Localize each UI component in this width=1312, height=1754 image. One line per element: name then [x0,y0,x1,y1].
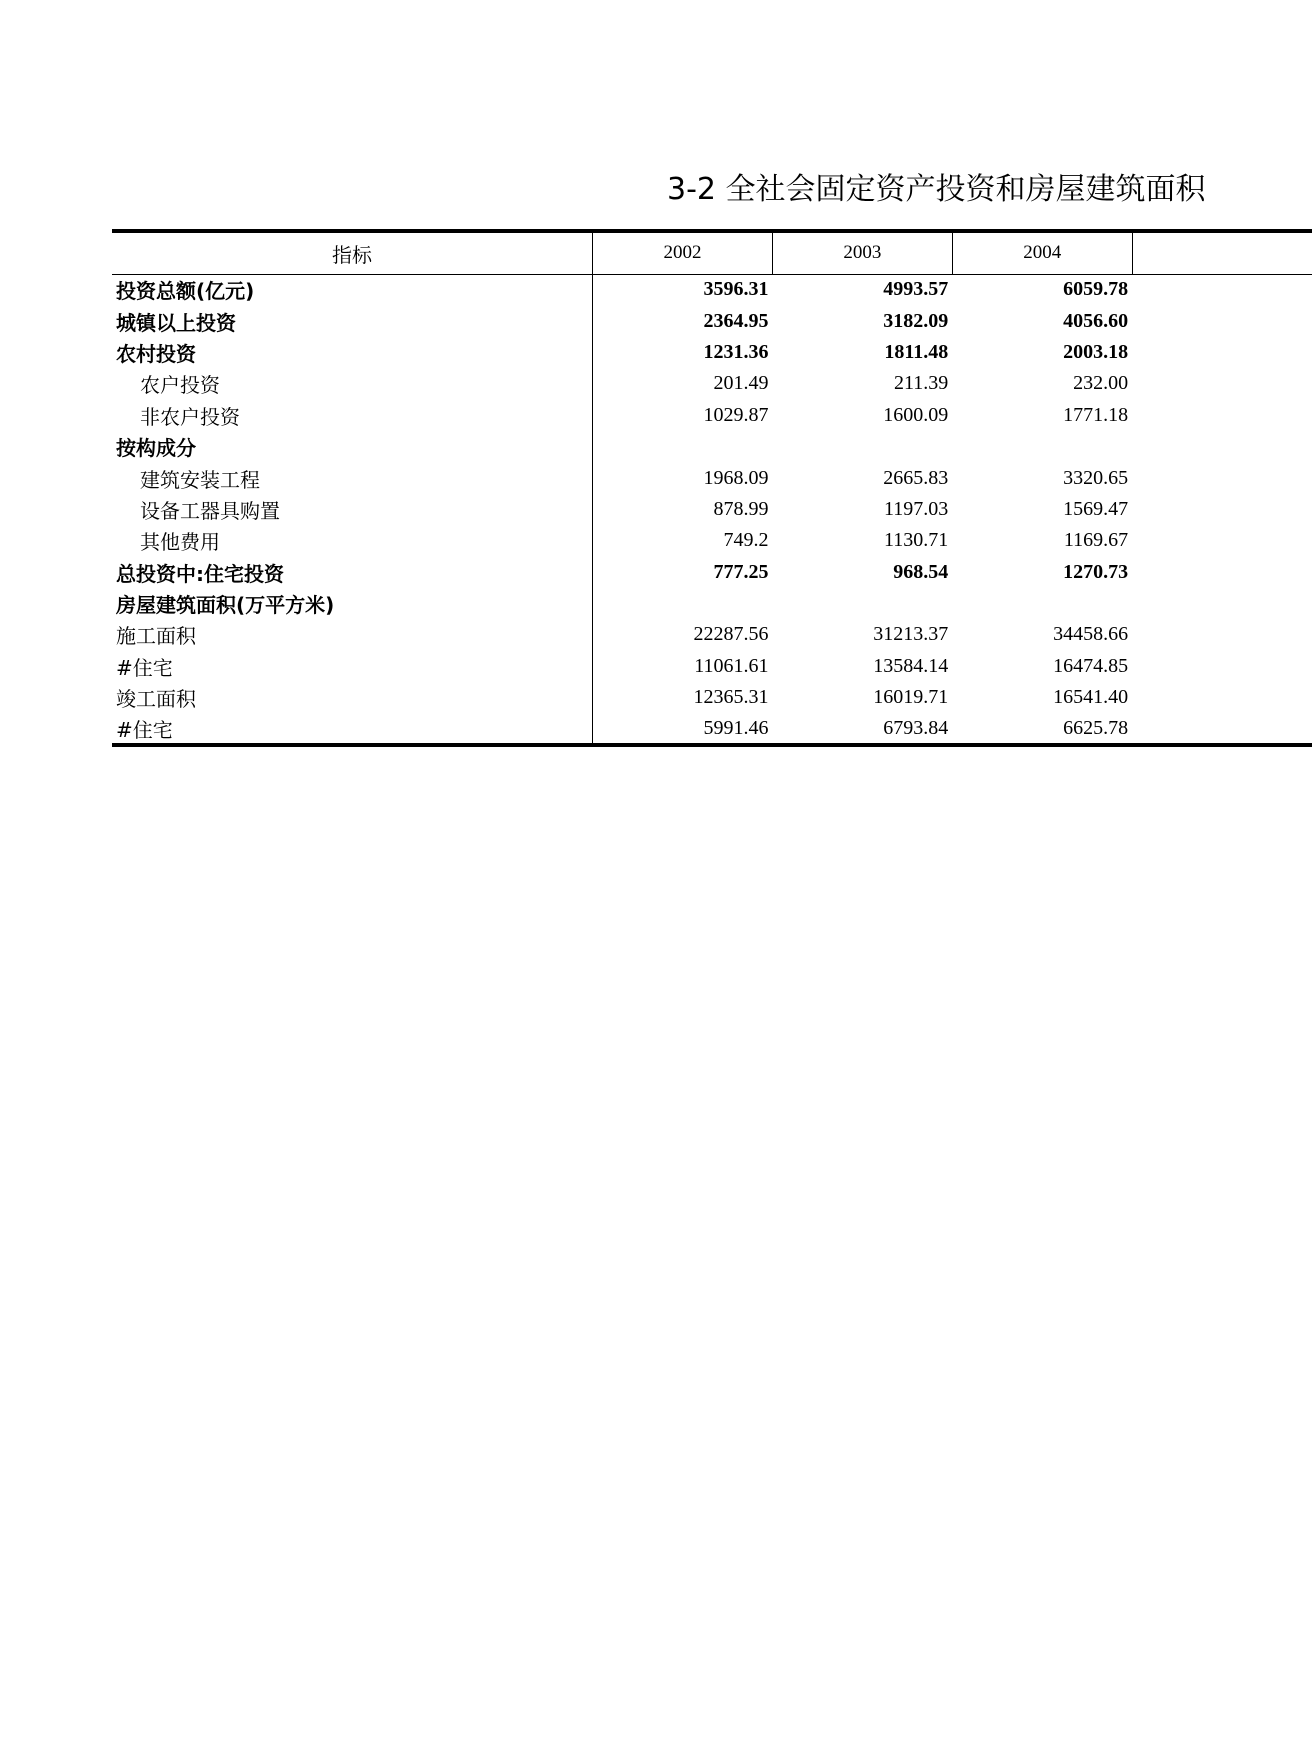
spacer-cell [1132,305,1312,336]
cell-value: 2364.95 [703,309,769,332]
spacer-cell [1132,557,1312,588]
table-container [112,229,1129,746]
cell-value [952,588,1132,619]
spacer-cell [1132,400,1312,431]
cell-value: 1029.87 [703,403,769,426]
row-label: 施工面积 [112,619,593,650]
row-label: 设备工器具购置 [112,494,593,525]
cell-value: 13584.14 [873,654,949,677]
header-year-2002: 2002 [593,231,773,274]
spacer-cell [1132,494,1312,525]
table-row [112,400,1312,431]
cell-value: 777.25 [713,560,769,583]
header-row [112,231,1312,274]
spacer-cell [1132,274,1312,305]
table-row [112,494,1312,525]
cell-value: 16474.85 [1053,654,1129,677]
cell-value: 6793.84 [772,713,952,744]
cell-value: 3182.09 [883,309,949,332]
header-indicator: 指标 [112,231,593,274]
spacer-cell [1132,651,1312,682]
cell-value [772,588,952,619]
row-label: 竣工面积 [112,682,593,713]
cell-value: 4056.60 [1063,309,1129,332]
cell-value: 4993.57 [883,278,949,301]
table-row [112,337,1312,368]
cell-value: 6625.78 [952,713,1132,744]
cell-value: 1569.47 [1063,497,1129,520]
header-year-2004: 2004 [952,231,1132,274]
cell-value [772,431,952,462]
cell-value: 749.2 [723,529,769,552]
spacer-cell [1132,337,1312,368]
row-label: 按构成分 [112,431,593,462]
cell-value: 2665.83 [883,466,949,489]
cell-value: 1771.18 [1063,403,1129,426]
row-label: 投资总额(亿元) [112,274,593,305]
cell-value: 1270.73 [1063,560,1129,583]
cell-value: 3320.65 [1063,466,1129,489]
cell-value: 201.49 [713,372,769,395]
cell-value: 16019.71 [873,686,949,709]
row-label: 非农户投资 [112,400,593,431]
cell-value: 1811.48 [884,340,949,363]
cell-value: 211.39 [894,372,949,395]
spacer-cell [1132,525,1312,556]
cell-value: 1130.71 [884,529,949,552]
cell-value: 1197.03 [884,497,949,520]
cell-value: 1968.09 [703,466,769,489]
row-label: 总投资中:住宅投资 [112,557,593,588]
table-row [112,588,1312,619]
cell-value: 968.54 [893,560,949,583]
row-label: 城镇以上投资 [112,305,593,336]
cell-value [593,431,773,462]
cell-value: 12365.31 [693,686,769,709]
table-row [112,713,1312,744]
cell-value: 878.99 [713,497,769,520]
spacer-cell [1132,682,1312,713]
cell-value: 31213.37 [873,623,949,646]
cell-value: 1231.36 [703,340,769,363]
cell-value: 22287.56 [693,623,769,646]
spacer-cell [1132,462,1312,493]
row-label: 其他费用 [112,525,593,556]
header-year-2003: 2003 [772,231,952,274]
row-label: 农村投资 [112,337,593,368]
row-label: 建筑安装工程 [112,462,593,493]
table-row [112,431,1312,462]
cell-value [952,431,1132,462]
row-label: #住宅 [112,713,593,744]
cell-value: 34458.66 [1053,623,1129,646]
data-table [112,229,1312,747]
table-row [112,557,1312,588]
table-row [112,525,1312,556]
cell-value: 2003.18 [1063,340,1129,363]
table-row [112,368,1312,399]
cell-value: 6059.78 [1063,278,1129,301]
page-title: 3-2 全社会固定资产投资和房屋建筑面积 [667,172,1206,207]
row-label: #住宅 [112,651,593,682]
cell-value: 1169.67 [1063,529,1129,552]
spacer-cell [1132,713,1312,744]
table-row [112,274,1312,305]
cell-value: 3596.31 [703,278,769,301]
cell-value: 5991.46 [593,713,773,744]
table-row [112,682,1312,713]
header-spacer [1132,231,1312,274]
spacer-cell [1132,368,1312,399]
cell-value: 232.00 [1073,372,1129,395]
cell-value: 1600.09 [883,403,949,426]
table-row [112,651,1312,682]
table-row [112,619,1312,650]
spacer-cell [1132,619,1312,650]
table-row [112,462,1312,493]
row-label: 房屋建筑面积(万平方米) [112,588,593,619]
title-container [112,166,1206,216]
cell-value: 16541.40 [1053,686,1129,709]
spacer-cell [1132,431,1312,462]
row-label: 农户投资 [112,368,593,399]
spacer-cell [1132,588,1312,619]
table-row [112,305,1312,336]
cell-value: 11061.61 [694,654,769,677]
cell-value [593,588,773,619]
